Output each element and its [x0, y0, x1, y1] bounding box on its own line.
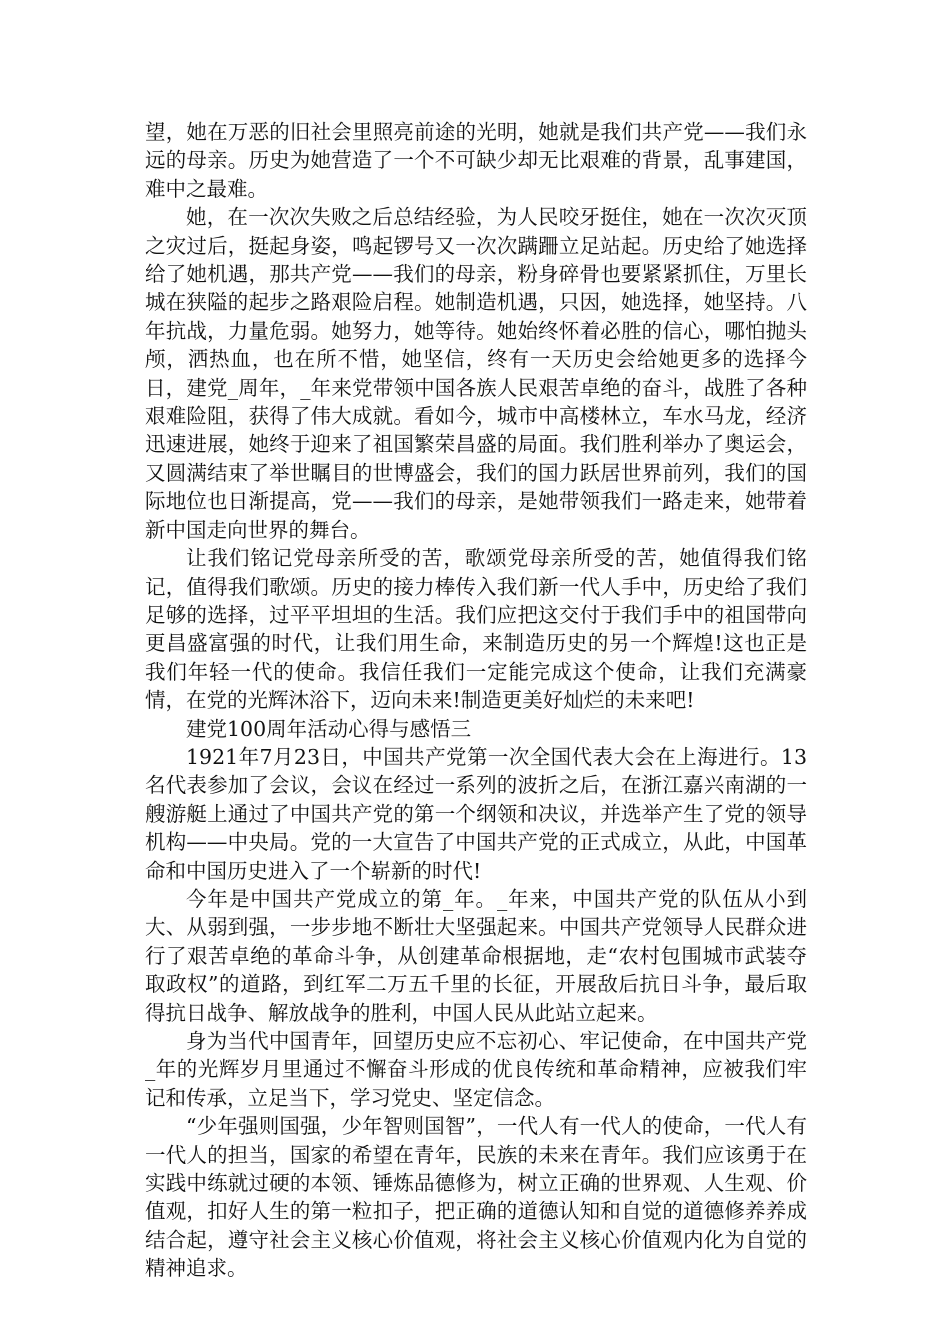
paragraph-1: 望，她在万恶的旧社会里照亮前途的光明，她就是我们共产党——我们永远的母亲。历史为她营造了一个不可缺少却无比艰难的背景，乱事建国，难中之最难。 [145, 120, 807, 201]
document-page [145, 118, 807, 1283]
section-heading: 建党100周年活动心得与感悟三 [186, 716, 472, 741]
paragraph-4: 1921年7月23日，中国共产党第一次全国代表大会在上海进行。13名代表参加了会议，会议在经过一系列的波折之后，在浙江嘉兴南湖的一艘游艇上通过了中国共产党的第一个纲领和决议，并选举产生了党的领导机构——中央局。党的一大宣告了中国共产党的正式成立，从此，中国革命和中国历史进入了一个崭新的时代! [145, 744, 807, 883]
paragraph-6: 身为当代中国青年，回望历史应不忘初心、牢记使命，在中国共产党_年的光辉岁月里通过不懈奋斗形成的优良传统和革命精神，应被我们牢记和传承，立足当下，学习党史、坚定信念。 [145, 1029, 807, 1110]
paragraph-7: “少年强则国强，少年智则国智”，一代人有一代人的使命，一代人有一代人的担当，国家的希望在青年，民族的未来在青年。我们应该勇于在实践中练就过硬的本领、锤炼品德修为，树立正确的世界观、人生观、价值观，扣好人生的第一粒扣子，把正确的道德认知和自觉的道德修养养成结合起，遵守社会主义核心价值观，将社会主义核心价值观内化为自觉的精神追求。 [145, 1114, 807, 1281]
paragraph-2: 她，在一次次失败之后总结经验，为人民咬牙挺住，她在一次次灭顶之灾过后，挺起身姿，鸣起锣号又一次次蹒跚立足站起。历史给了她选择给了她机遇，那共产党——我们的母亲，粉身碎骨也要紧紧抓住，万里长城在狭隘的起步之路艰险启程。她制造机遇，只因，她选择，她坚持。八年抗战，力量危弱。她努力，她等待。她始终怀着必胜的信心，哪怕抛头颅，洒热血，也在所不惜，她坚信，终有一天历史会给她更多的选择今日，建党_周年，_年来党带领中国各族人民艰苦卓绝的奋斗，战胜了各种艰难险阻，获得了伟大成就。看如今，城市中高楼林立，车水马龙，经济迅速进展，她终于迎来了祖国繁荣昌盛的局面。我们胜利举办了奥运会，又圆满结束了举世瞩目的世博盛会，我们的国力跃居世界前列，我们的国际地位也日渐提高，党——我们的母亲，是她带领我们一路走来，她带着新中国走向世界的舞台。 [145, 205, 807, 542]
paragraph-5: 今年是中国共产党成立的第_年。_年来，中国共产党的队伍从小到大、从弱到强，一步步地不断壮大坚强起来。中国共产党领导人民群众进行了艰苦卓绝的革命斗争，从创建革命根据地，走“农村包围城市武装夺取政权”的道路，到红军二万五千里的长征，开展敌后抗日斗争，最后取得抗日战争、解放战争的胜利，中国人民从此站立起来。 [145, 886, 807, 1025]
paragraph-3: 让我们铭记党母亲所受的苦，歌颂党母亲所受的苦，她值得我们铭记，值得我们歌颂。历史的接力棒传入我们新一代人手中，历史给了我们足够的选择，过平平坦坦的生活。我们应把这交付于我们手中的祖国带向更昌盛富强的时代，让我们用生命，来制造历史的另一个辉煌!这也正是我们年轻一代的使命。我信任我们一定能完成这个使命，让我们充满豪情，在党的光辉沐浴下，迈向未来!制造更美好灿烂的未来吧! [145, 546, 807, 713]
